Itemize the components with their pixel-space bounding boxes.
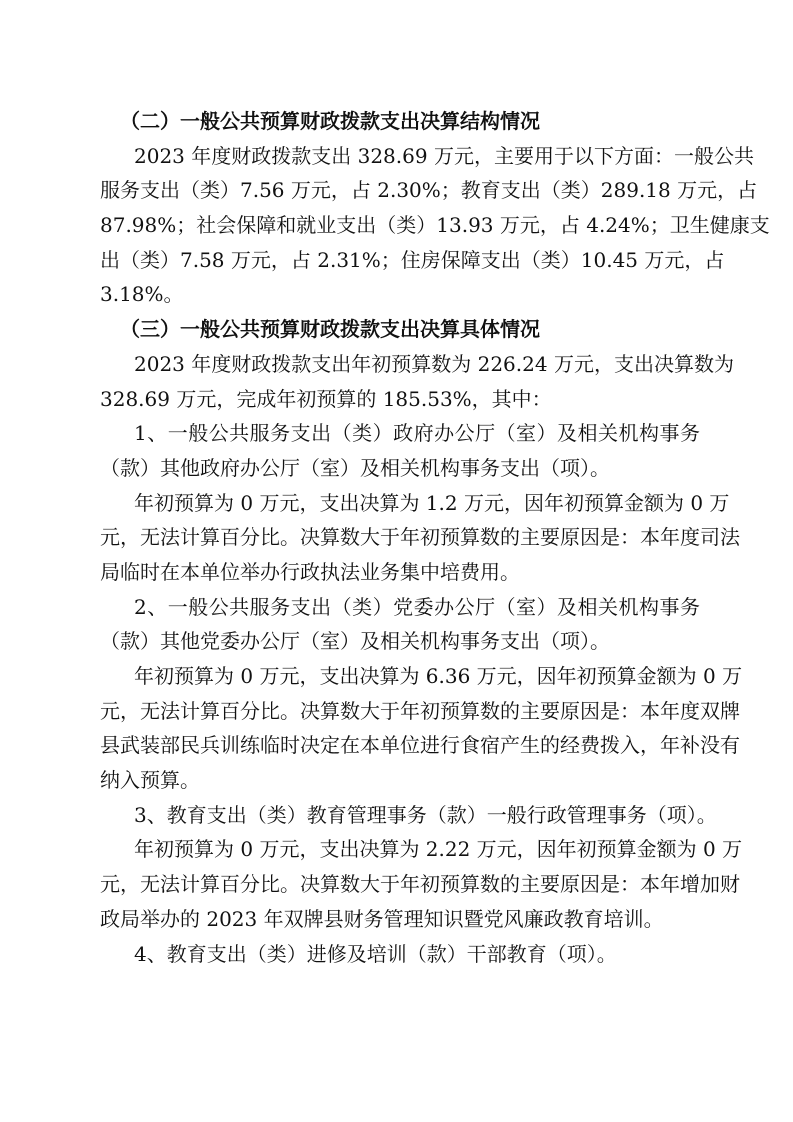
paragraph-line: 局临时在本单位举办行政执法业务集中培费用。 xyxy=(100,559,520,584)
heading-text: （三）一般公共预算财政拨款支出决算具体情况 xyxy=(120,317,540,342)
section-heading xyxy=(100,312,700,347)
paragraph-line: 2023 年度财政拨款支出年初预算数为 226.24 万元，支出决算数为 xyxy=(134,351,734,376)
paragraph-line: 政局举办的 2023 年双牌县财务管理知识暨党风廉政教育培训。 xyxy=(100,906,664,931)
paragraph-line: 纳入预算。 xyxy=(100,768,200,793)
paragraph xyxy=(100,659,743,798)
paragraph-line: 出（类）7.58 万元，占 2.31%；住房保障支出（类）10.45 万元，占 xyxy=(100,247,725,272)
paragraph-line: 服务支出（类）7.56 万元，占 2.30%；教育支出（类）289.18 万元，占 xyxy=(100,178,758,203)
paragraph xyxy=(100,139,770,312)
section-heading xyxy=(100,104,700,139)
paragraph-line: 1、一般公共服务支出（类）政府办公厅（室）及相关机构事务 xyxy=(134,421,700,446)
paragraph-line: 元，无法计算百分比。决算数大于年初预算数的主要原因是：本年度双牌 xyxy=(100,698,740,723)
paragraph-line: 年初预算为 0 万元，支出决算为 6.36 万元，因年初预算金额为 0 万 xyxy=(134,664,743,688)
paragraph xyxy=(100,798,717,833)
paragraph xyxy=(100,416,700,485)
paragraph-line: 4、教育支出（类）进修及培训（款）干部教育（项）。 xyxy=(134,941,617,966)
paragraph-line: 元，无法计算百分比。决算数大于年初预算数的主要原因是：本年增加财 xyxy=(100,872,740,897)
paragraph-line: （款）其他党委办公厅（室）及相关机构事务支出（项）。 xyxy=(100,629,610,654)
paragraph-line: 3.18%。 xyxy=(100,282,184,307)
paragraph-line: 年初预算为 0 万元，支出决算为 1.2 万元，因年初预算金额为 0 万 xyxy=(134,490,730,515)
document-page xyxy=(100,104,770,971)
paragraph xyxy=(100,590,700,659)
paragraph-line: 2023 年度财政拨款支出 328.69 万元，主要用于以下方面：一般公共 xyxy=(134,143,754,168)
paragraph-line: 328.69 万元，完成年初预算的 185.53%，其中： xyxy=(100,386,552,411)
paragraph xyxy=(100,486,740,590)
paragraph xyxy=(100,937,700,972)
paragraph-line: 87.98%；社会保障和就业支出（类）13.93 万元，占 4.24%；卫生健康支 xyxy=(100,213,770,238)
paragraph-line: 3、教育支出（类）教育管理事务（款）一般行政管理事务（项）。 xyxy=(134,802,717,827)
paragraph-line: 2、一般公共服务支出（类）党委办公厅（室）及相关机构事务 xyxy=(134,594,700,619)
paragraph-line: （款）其他政府办公厅（室）及相关机构事务支出（项）。 xyxy=(100,455,610,480)
paragraph xyxy=(100,347,734,416)
paragraph-line: 年初预算为 0 万元，支出决算为 2.22 万元，因年初预算金额为 0 万 xyxy=(134,837,743,862)
heading-text: （二）一般公共预算财政拨款支出决算结构情况 xyxy=(120,109,540,133)
paragraph-line: 县武装部民兵训练临时决定在本单位进行食宿产生的经费拨入，年补没有 xyxy=(100,733,740,758)
paragraph-line: 元，无法计算百分比。决算数大于年初预算数的主要原因是：本年度司法 xyxy=(100,525,740,550)
paragraph xyxy=(100,832,743,936)
